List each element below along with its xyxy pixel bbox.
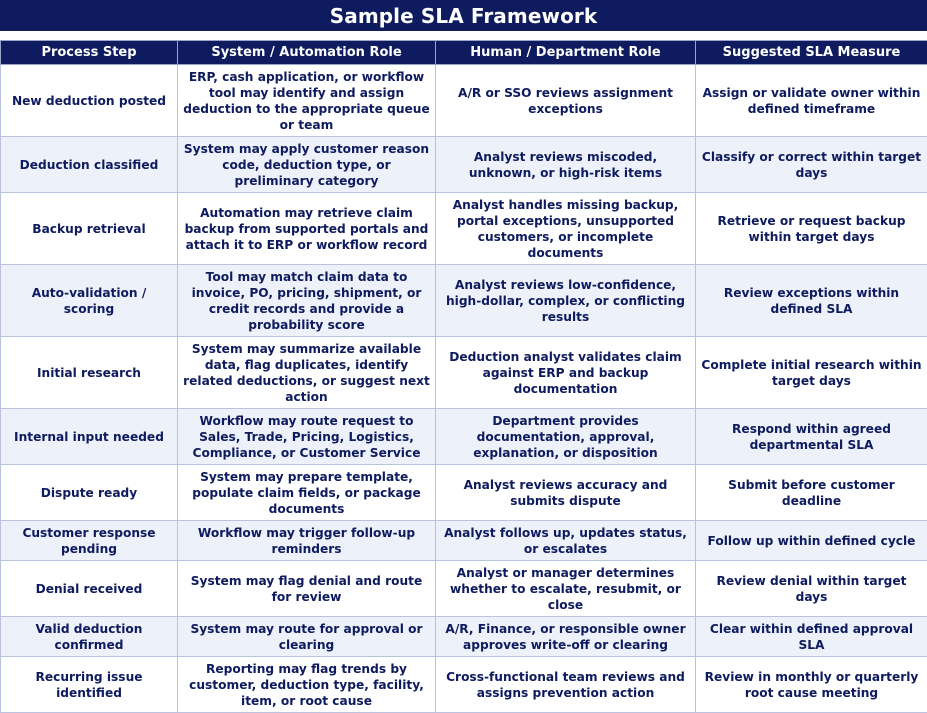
cell-sla-measure: Retrieve or request backup within target days: [696, 193, 927, 265]
column-header-human-role: Human / Department Role: [436, 41, 696, 65]
cell-process-step: New deduction posted: [1, 65, 178, 137]
cell-system-role: System may prepare template, populate claim fields, or package documents: [178, 465, 436, 521]
table-row: [1, 409, 927, 465]
cell-sla-measure: Clear within defined approval SLA: [696, 617, 927, 657]
cell-process-step: Recurring issue identified: [1, 657, 178, 713]
cell-sla-measure: Follow up within defined cycle: [696, 521, 927, 561]
table-header-row: [1, 41, 927, 65]
cell-system-role: ERP, cash application, or workflow tool may identify and assign deduction to the appropriate queue or team: [178, 65, 436, 137]
cell-sla-measure: Review in monthly or quarterly root cause meeting: [696, 657, 927, 713]
cell-sla-measure: Complete initial research within target days: [696, 337, 927, 409]
cell-process-step: Initial research: [1, 337, 178, 409]
cell-system-role: System may route for approval or clearing: [178, 617, 436, 657]
cell-system-role: Workflow may route request to Sales, Trade, Pricing, Logistics, Compliance, or Customer Service: [178, 409, 436, 465]
cell-human-role: Analyst follows up, updates status, or escalates: [436, 521, 696, 561]
cell-system-role: Automation may retrieve claim backup from supported portals and attach it to ERP or workflow record: [178, 193, 436, 265]
cell-human-role: Analyst reviews low-confidence, high-dollar, complex, or conflicting results: [436, 265, 696, 337]
cell-process-step: Deduction classified: [1, 137, 178, 193]
table-row: [1, 561, 927, 617]
cell-system-role: Tool may match claim data to invoice, PO, pricing, shipment, or credit records and provide a probability score: [178, 265, 436, 337]
table-row: [1, 617, 927, 657]
cell-sla-measure: Submit before customer deadline: [696, 465, 927, 521]
cell-process-step: Denial received: [1, 561, 178, 617]
cell-human-role: Analyst reviews miscoded, unknown, or high-risk items: [436, 137, 696, 193]
cell-human-role: Deduction analyst validates claim against ERP and backup documentation: [436, 337, 696, 409]
table-row: [1, 657, 927, 713]
cell-human-role: Analyst or manager determines whether to escalate, resubmit, or close: [436, 561, 696, 617]
cell-system-role: Reporting may flag trends by customer, deduction type, facility, item, or root cause: [178, 657, 436, 713]
cell-system-role: System may summarize available data, flag duplicates, identify related deductions, or suggest next action: [178, 337, 436, 409]
sla-table: [0, 40, 927, 713]
column-header-sla-measure: Suggested SLA Measure: [696, 41, 927, 65]
column-header-system-role: System / Automation Role: [178, 41, 436, 65]
cell-process-step: Customer response pending: [1, 521, 178, 561]
cell-sla-measure: Respond within agreed departmental SLA: [696, 409, 927, 465]
cell-process-step: Backup retrieval: [1, 193, 178, 265]
table-row: [1, 137, 927, 193]
table-row: [1, 265, 927, 337]
table-row: [1, 337, 927, 409]
cell-human-role: Department provides documentation, approval, explanation, or disposition: [436, 409, 696, 465]
cell-process-step: Valid deduction confirmed: [1, 617, 178, 657]
cell-human-role: A/R, Finance, or responsible owner approves write-off or clearing: [436, 617, 696, 657]
table-row: [1, 65, 927, 137]
cell-system-role: System may apply customer reason code, deduction type, or preliminary category: [178, 137, 436, 193]
cell-sla-measure: Review exceptions within defined SLA: [696, 265, 927, 337]
cell-human-role: Analyst handles missing backup, portal exceptions, unsupported customers, or incomplete documents: [436, 193, 696, 265]
cell-sla-measure: Assign or validate owner within defined timeframe: [696, 65, 927, 137]
cell-human-role: Analyst reviews accuracy and submits dispute: [436, 465, 696, 521]
cell-system-role: System may flag denial and route for review: [178, 561, 436, 617]
table-row: [1, 465, 927, 521]
cell-sla-measure: Review denial within target days: [696, 561, 927, 617]
cell-human-role: A/R or SSO reviews assignment exceptions: [436, 65, 696, 137]
column-header-process-step: Process Step: [1, 41, 178, 65]
cell-sla-measure: Classify or correct within target days: [696, 137, 927, 193]
cell-human-role: Cross-functional team reviews and assigns prevention action: [436, 657, 696, 713]
cell-process-step: Internal input needed: [1, 409, 178, 465]
table-row: [1, 521, 927, 561]
cell-system-role: Workflow may trigger follow-up reminders: [178, 521, 436, 561]
cell-process-step: Dispute ready: [1, 465, 178, 521]
table-row: [1, 193, 927, 265]
cell-process-step: Auto-validation / scoring: [1, 265, 178, 337]
page-title: Sample SLA Framework: [0, 0, 927, 31]
